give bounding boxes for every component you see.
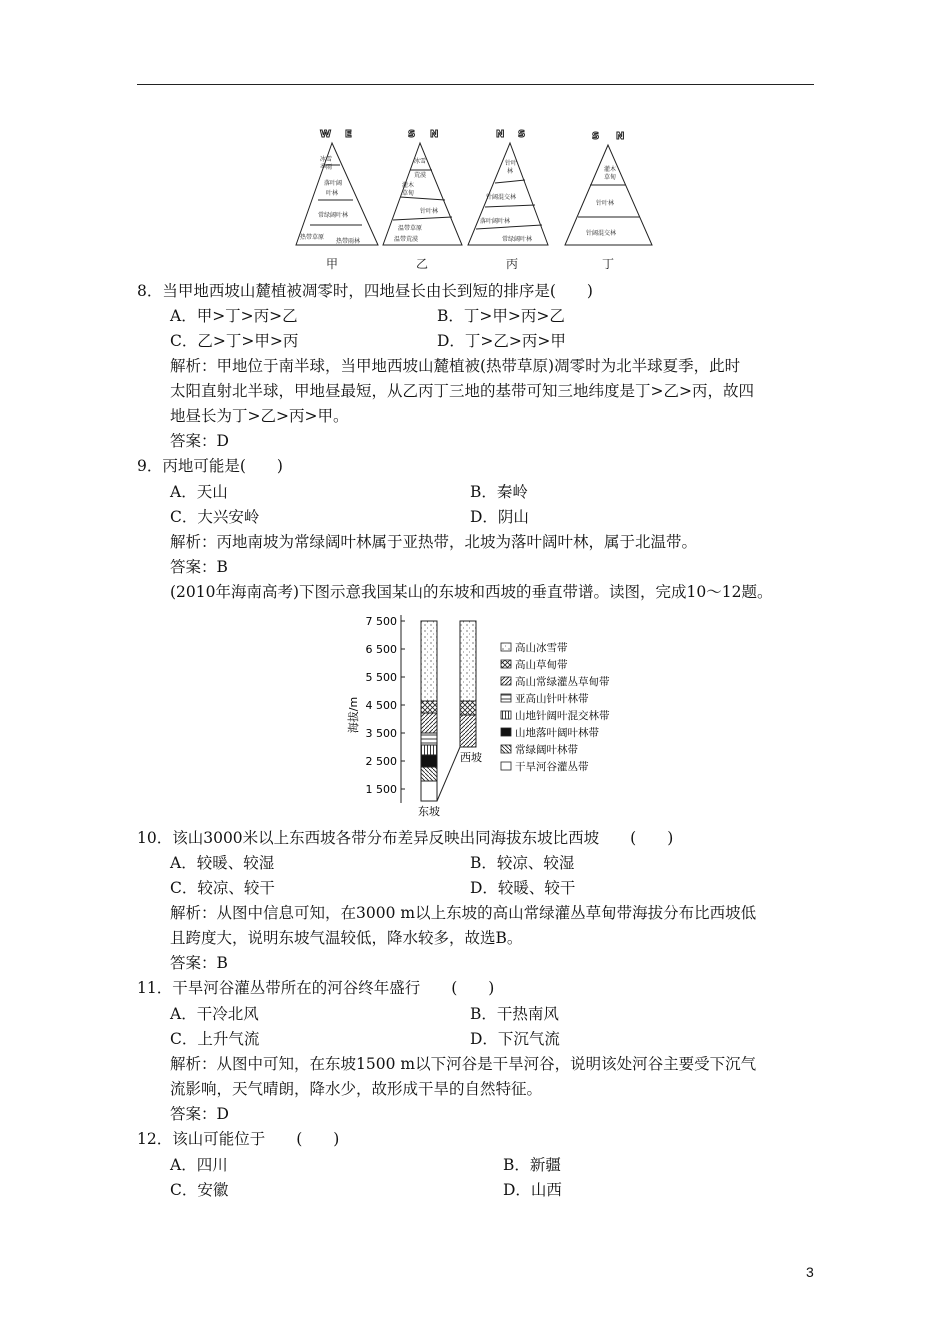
q12-option-d[interactable]: D．山西 bbox=[503, 1181, 562, 1199]
legend bbox=[501, 643, 511, 770]
svg-text:落叶阔叶林: 落叶阔叶林 bbox=[480, 218, 511, 225]
svg-text:针叶林: 针叶林 bbox=[420, 208, 439, 215]
jia-label: 甲 bbox=[326, 257, 339, 271]
svg-text:3 500: 3 500 bbox=[365, 727, 397, 740]
q10-option-c[interactable]: C．较凉、较干 bbox=[170, 879, 275, 897]
svg-text:温带草原: 温带草原 bbox=[398, 225, 423, 232]
svg-text:常绿阔叶林: 常绿阔叶林 bbox=[502, 236, 533, 243]
svg-text:冰雪: 冰雪 bbox=[414, 158, 427, 165]
q9-option-b[interactable]: B．秦岭 bbox=[470, 483, 528, 501]
svg-text:常绿阔叶林: 常绿阔叶林 bbox=[318, 212, 349, 219]
svg-text:热带草原: 热带草原 bbox=[300, 234, 325, 241]
intro-text: (2010年海南高考)下图示意我国某山的东坡和西坡的垂直带谱。读图，完成10～12题。 bbox=[170, 583, 773, 601]
svg-text:荒漠: 荒漠 bbox=[414, 172, 427, 179]
svg-text:6 500: 6 500 bbox=[365, 643, 397, 656]
q8-option-d[interactable]: D．丁>乙>丙>甲 bbox=[437, 332, 566, 350]
q11-answer: 答案：D bbox=[170, 1105, 229, 1123]
east-slope-label: 东坡 bbox=[418, 805, 440, 818]
q8-option-c[interactable]: C．乙>丁>甲>丙 bbox=[170, 332, 299, 350]
q12-option-c[interactable]: C．安徽 bbox=[170, 1181, 229, 1199]
q8-explanation-3: 地昼长为丁>乙>丙>甲。 bbox=[170, 407, 349, 425]
q8-explanation-2: 太阳直射北半球，甲地昼最短，从乙丙丁三地的基带可知三地纬度是丁>乙>丙，故四 bbox=[170, 382, 754, 400]
svg-text:落叶阔: 落叶阔 bbox=[324, 180, 343, 187]
q11-explanation-2: 流影响，天气晴朗，降水少，故形成干旱的自然特征。 bbox=[170, 1080, 543, 1098]
svg-text:温带荒漠: 温带荒漠 bbox=[394, 236, 419, 243]
svg-text:5 500: 5 500 bbox=[365, 671, 397, 684]
q10-option-d[interactable]: D．较暖、较干 bbox=[470, 879, 576, 897]
svg-text:草甸: 草甸 bbox=[604, 174, 617, 181]
q9-option-c[interactable]: C．大兴安岭 bbox=[170, 508, 260, 526]
q8-option-a[interactable]: A．甲>丁>丙>乙 bbox=[170, 307, 298, 325]
svg-text:亚高山针叶林带: 亚高山针叶林带 bbox=[515, 693, 589, 705]
q12-option-b[interactable]: B．新疆 bbox=[503, 1156, 561, 1174]
svg-text:7 500: 7 500 bbox=[365, 615, 397, 628]
q8-option-b[interactable]: B．丁>甲>丙>乙 bbox=[437, 307, 565, 325]
svg-text:N: N bbox=[496, 129, 505, 140]
q10-explanation-1: 解析：从图中信息可知，在3000 m以上东坡的高山常绿灌丛草甸带海拔分布比西坡低 bbox=[170, 904, 757, 922]
q9-answer: 答案：B bbox=[170, 558, 228, 576]
svg-text:针叶林: 针叶林 bbox=[596, 200, 615, 207]
q9-stem: 9．丙地可能是( ) bbox=[137, 457, 283, 475]
svg-text:干旱河谷灌丛带: 干旱河谷灌丛带 bbox=[515, 761, 589, 773]
svg-text:S: S bbox=[592, 131, 600, 142]
mountain-jia bbox=[296, 129, 378, 271]
q8-stem: 8．当甲地西坡山麓植被凋零时，四地昼长由长到短的排序是( ) bbox=[137, 282, 593, 300]
jia-dir-e: E bbox=[345, 129, 352, 140]
svg-text:N: N bbox=[616, 131, 625, 142]
q11-stem: 11．干旱河谷灌丛带所在的河谷终年盛行 ( ) bbox=[137, 979, 495, 997]
svg-text:S: S bbox=[518, 129, 526, 140]
ding-label: 丁 bbox=[602, 257, 615, 271]
mountain-yi bbox=[383, 129, 462, 271]
svg-text:高山冰雪带: 高山冰雪带 bbox=[515, 642, 568, 654]
svg-text:N: N bbox=[430, 129, 439, 140]
y-axis-label: 海拔/m bbox=[347, 696, 360, 734]
jia-dir-w: W bbox=[320, 129, 332, 140]
q8-explanation-1: 解析：甲地位于南半球，当甲地西坡山麓植被(热带草原)凋零时为北半球夏季，此时 bbox=[170, 357, 741, 375]
svg-text:针阔混交林: 针阔混交林 bbox=[486, 194, 517, 201]
svg-text:冰雪: 冰雪 bbox=[320, 156, 333, 163]
svg-text:叶林: 叶林 bbox=[326, 190, 339, 197]
mountain-bing bbox=[468, 129, 548, 271]
svg-text:热带雨林: 热带雨林 bbox=[336, 238, 361, 245]
svg-text:草甸: 草甸 bbox=[402, 190, 415, 197]
mountain-ding bbox=[565, 131, 652, 271]
page-number: 3 bbox=[806, 1264, 814, 1280]
vertical-zonation-figure bbox=[345, 605, 645, 820]
q10-option-a[interactable]: A．较暖、较湿 bbox=[170, 854, 275, 872]
svg-text:高山常绿灌丛草甸带: 高山常绿灌丛草甸带 bbox=[515, 676, 610, 688]
svg-text:4 500: 4 500 bbox=[365, 699, 397, 712]
svg-text:山地针阔叶混交林带: 山地针阔叶混交林带 bbox=[515, 710, 610, 722]
svg-text:S: S bbox=[408, 129, 416, 140]
bing-label: 丙 bbox=[506, 257, 519, 271]
svg-text:1 500: 1 500 bbox=[365, 783, 397, 796]
svg-text:灌木: 灌木 bbox=[604, 166, 617, 173]
header-rule bbox=[137, 84, 814, 85]
q10-explanation-2: 且跨度大，说明东坡气温较低，降水较多，故选B。 bbox=[170, 929, 523, 947]
svg-text:针叶: 针叶 bbox=[505, 160, 518, 167]
q12-option-a[interactable]: A．四川 bbox=[170, 1156, 228, 1174]
q11-option-d[interactable]: D．下沉气流 bbox=[470, 1030, 560, 1048]
svg-text:灌木: 灌木 bbox=[402, 182, 415, 189]
yi-label: 乙 bbox=[416, 257, 429, 271]
svg-text:2 500: 2 500 bbox=[365, 755, 397, 768]
q10-stem: 10．该山3000米以上东西坡各带分布差异反映出同海拔东坡比西坡 ( ) bbox=[137, 829, 674, 847]
q11-option-b[interactable]: B．干热南风 bbox=[470, 1005, 559, 1023]
svg-text:林: 林 bbox=[507, 168, 514, 175]
svg-text:山地落叶阔叶林带: 山地落叶阔叶林带 bbox=[515, 727, 599, 739]
svg-text:针阔混交林: 针阔混交林 bbox=[586, 230, 617, 237]
q9-option-d[interactable]: D．阴山 bbox=[470, 508, 529, 526]
q11-option-c[interactable]: C．上升气流 bbox=[170, 1030, 260, 1048]
svg-text:季雨: 季雨 bbox=[320, 164, 333, 171]
q9-option-a[interactable]: A．天山 bbox=[170, 483, 228, 501]
q12-stem: 12．该山可能位于 ( ) bbox=[137, 1130, 340, 1148]
four-mountains-figure bbox=[290, 125, 660, 275]
q8-answer: 答案：D bbox=[170, 432, 229, 450]
q9-explanation: 解析：丙地南坡为常绿阔叶林属于亚热带，北坡为落叶阔叶林，属于北温带。 bbox=[170, 533, 698, 551]
west-slope-label: 西坡 bbox=[460, 751, 482, 764]
svg-text:高山草甸带: 高山草甸带 bbox=[515, 659, 568, 671]
q10-answer: 答案：B bbox=[170, 954, 228, 972]
q10-option-b[interactable]: B．较凉、较湿 bbox=[470, 854, 575, 872]
svg-text:常绿阔叶林带: 常绿阔叶林带 bbox=[515, 744, 578, 756]
q11-explanation-1: 解析：从图中可知，在东坡1500 m以下河谷是干旱河谷，说明该处河谷主要受下沉气 bbox=[170, 1055, 757, 1073]
q11-option-a[interactable]: A．干冷北风 bbox=[170, 1005, 259, 1023]
